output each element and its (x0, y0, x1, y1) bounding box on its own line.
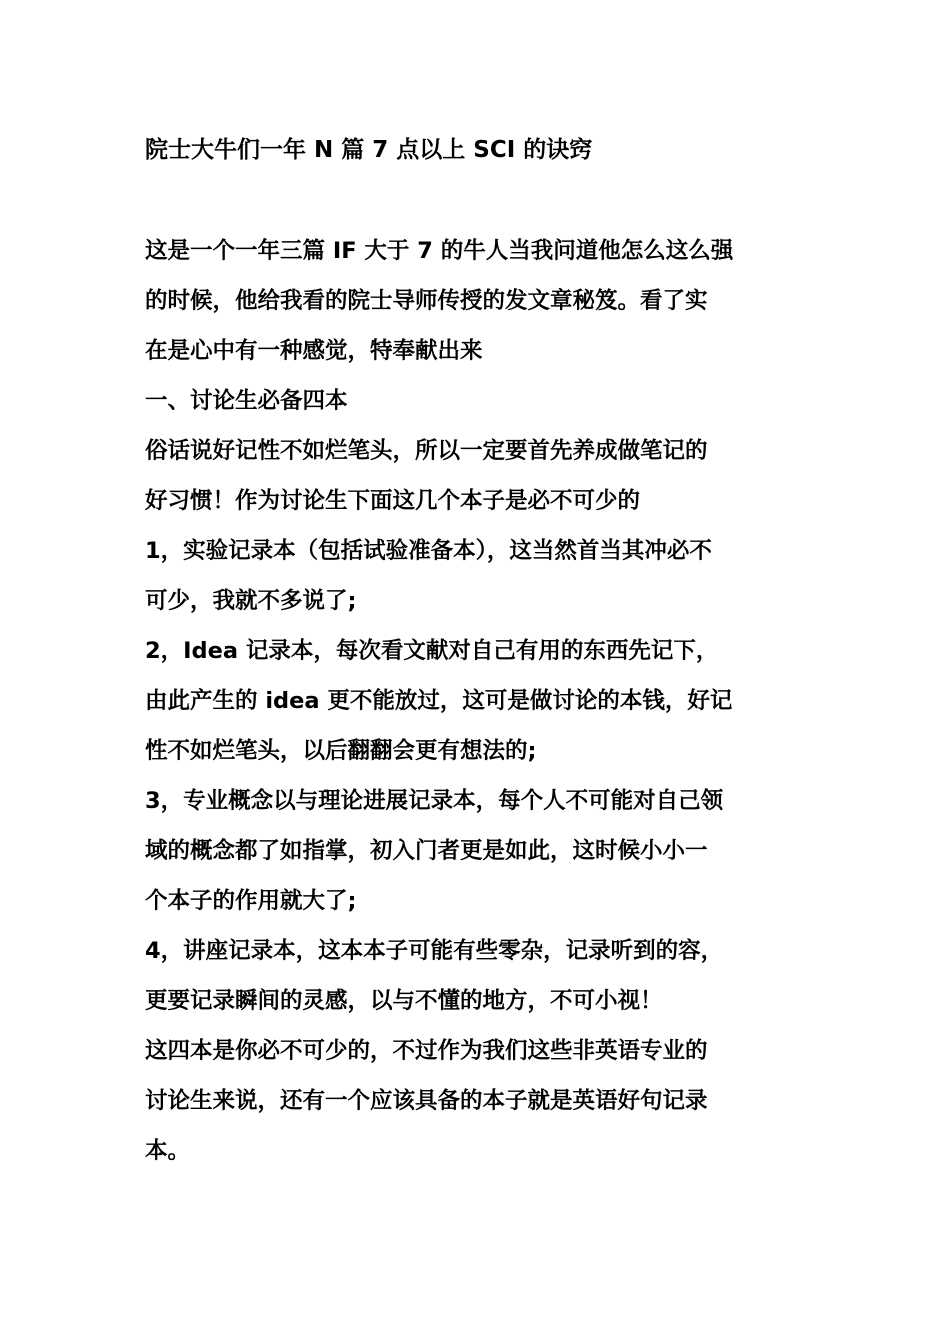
list-item-line: 个本子的作用就大了; (145, 888, 357, 914)
document-title: 院士大牛们一年 N 篇 7 点以上 SCI 的诀窍 (145, 137, 593, 163)
list-item-line: 更要记录瞬间的灵感，以与不懂的地方，不可小视！ (145, 988, 663, 1014)
body-line: 这是一个一年三篇 IF 大于 7 的牛人当我问道他怎么这么强 (145, 238, 734, 264)
list-item-line: 1，实验记录本（包括试验准备本），这当然首当其冲必不 (145, 538, 712, 564)
body-line: 好习惯！作为讨论生下面这几个本子是必不可少的 (145, 488, 641, 514)
list-item-line: 4，讲座记录本，这本本子可能有些零杂，记录听到的容， (145, 938, 724, 964)
body-line: 在是心中有一种感觉，特奉献出来 (145, 338, 483, 364)
body-line: 讨论生来说，还有一个应该具备的本子就是英语好句记录 (145, 1088, 708, 1114)
body-line: 这四本是你必不可少的，不过作为我们这些非英语专业的 (145, 1038, 708, 1064)
list-item-line: 2，Idea 记录本，每次看文献对自己有用的东西先记下， (145, 638, 719, 664)
document-body (145, 226, 810, 1176)
body-line: 本。 (145, 1138, 191, 1164)
list-item-line: 由此产生的 idea 更不能放过，这可是做讨论的本钱，好记 (145, 688, 733, 714)
list-item-line: 可少，我就不多说了; (145, 588, 357, 614)
list-item-line: 性不如烂笔头，以后翻翻会更有想法的; (145, 738, 537, 764)
list-item-line: 3，专业概念以与理论进展记录本，每个人不可能对自己领 (145, 788, 724, 814)
body-line: 俗话说好记性不如烂笔头，所以一定要首先养成做笔记的 (145, 438, 708, 464)
list-item-line: 域的概念都了如指掌，初入门者更是如此，这时候小小一 (145, 838, 708, 864)
body-line: 的时候，他给我看的院士导师传授的发文章秘笈。看了实 (145, 288, 708, 314)
section-heading: 一、讨论生必备四本 (145, 388, 348, 414)
